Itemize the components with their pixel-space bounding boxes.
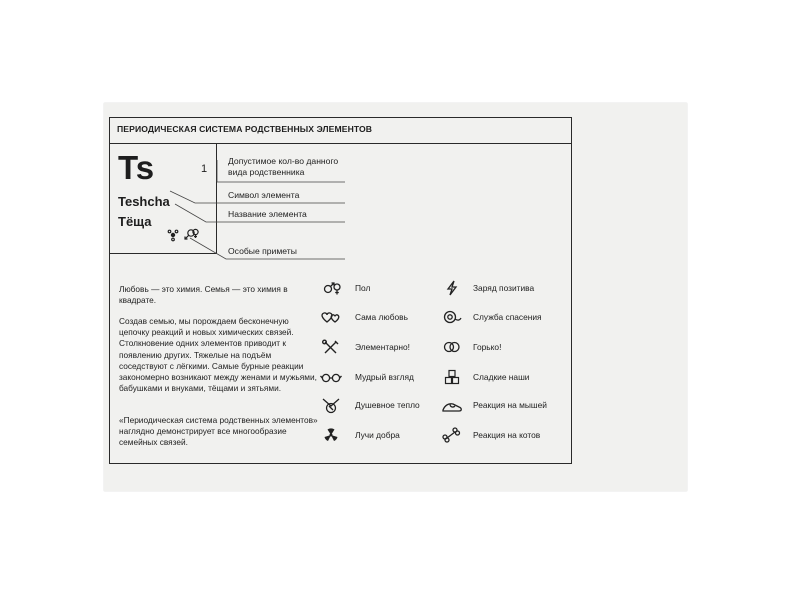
glasses-icon — [320, 369, 342, 385]
key-label-gender: Пол — [355, 283, 371, 293]
element-name-russian: Тёща — [118, 214, 152, 229]
card-title: ПЕРИОДИЧЕСКАЯ СИСТЕМА РОДСТВЕННЫХ ЭЛЕМЕНТОВ — [117, 124, 373, 134]
rings-icon — [441, 339, 463, 355]
key-label-lightning: Заряд позитива — [473, 283, 535, 293]
key-label-hearts: Сама любовь — [355, 312, 408, 322]
label-symbol: Символ элемента — [228, 190, 300, 200]
key-label-rings: Горько! — [473, 342, 502, 352]
lightning-icon — [441, 280, 463, 296]
tools-icon — [320, 339, 342, 355]
element-number: 1 — [201, 163, 208, 175]
bone-icon — [441, 427, 463, 443]
key-label-radiation: Лучи добра — [355, 430, 400, 440]
key-label-tools: Элементарно! — [355, 342, 410, 352]
hearts-icon — [320, 309, 342, 325]
label-special-signs: Особые приметы — [228, 246, 297, 256]
key-label-slipper: Реакция на мышей — [473, 400, 547, 410]
key-label-lifebuoy: Служба спасения — [473, 312, 542, 322]
claws-icon — [168, 230, 178, 241]
closing-paragraph: «Периодическая система родственных элементов» наглядно демонстрирует все многообразие семейных связей. — [119, 415, 318, 448]
key-label-glasses: Мудрый взгляд — [355, 372, 414, 382]
key-label-bone: Реакция на котов — [473, 430, 541, 440]
lifebuoy-icon — [441, 309, 463, 325]
sugar-cubes-icon — [441, 369, 463, 385]
label-allowed-count-line2: вида родственника — [228, 167, 305, 177]
body-paragraph: Создав семью, мы порождаем бесконечную цепочку реакций и новых химических связей. Столкновение одних элементов приводит к появлению других. Тяжелые на подъём соседствуют с лёгкими. Самые бурные реакции закономерно возникают между женами и мужьями, бабушками и внуками, тёщами и зятьями. — [119, 316, 317, 394]
gender-icon — [185, 229, 198, 239]
label-allowed-count-line1: Допустимое кол-во данного — [228, 156, 339, 166]
label-name: Название элемента — [228, 209, 307, 219]
intro-paragraph: Любовь — это химия. Семья — это химия в квадрате. — [119, 284, 288, 306]
key-label-sugar-cubes: Сладкие наши — [473, 372, 530, 382]
key-label-pendant: Душевное тепло — [355, 400, 420, 410]
element-name-latin: Teshcha — [118, 194, 170, 209]
pendant-icon — [320, 398, 342, 414]
element-sign-icons — [166, 226, 200, 242]
element-symbol: Ts — [118, 149, 155, 186]
label-allowed-count — [228, 156, 338, 178]
gender-icon — [320, 280, 342, 296]
radiation-icon — [320, 427, 342, 443]
slipper-icon — [441, 398, 463, 414]
